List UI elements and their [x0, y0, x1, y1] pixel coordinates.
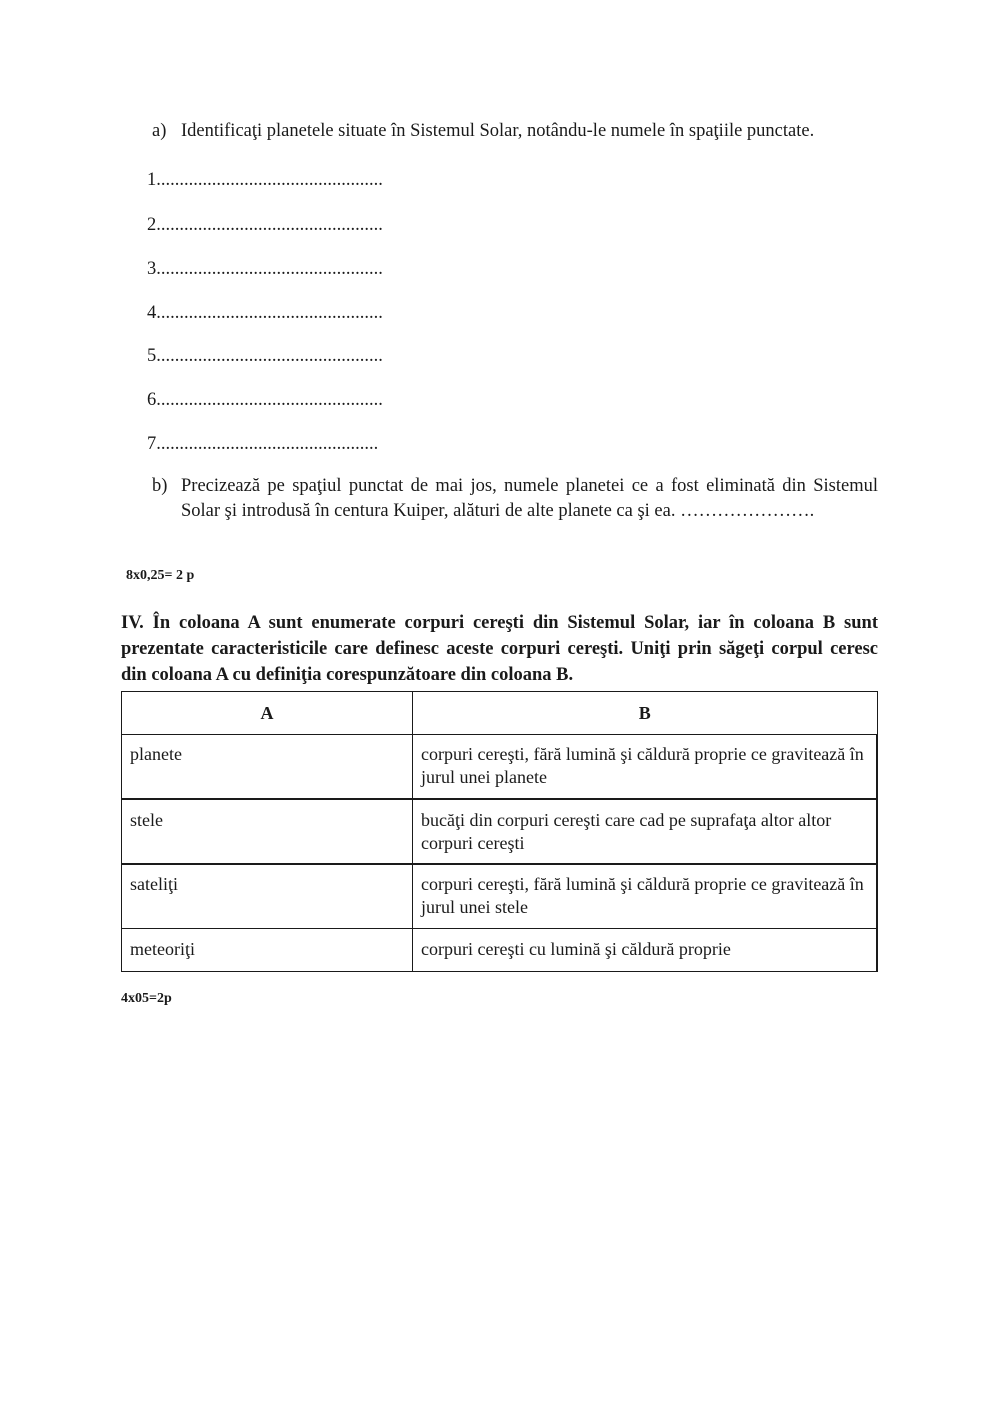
table-header-row: [122, 692, 878, 735]
column-a-cell[interactable]: stele: [122, 799, 413, 864]
question-b-marker: b): [152, 476, 168, 496]
column-b-cell[interactable]: bucăţi din corpuri cereşti care cad pe suprafaţa altor altor corpuri cereşti: [413, 799, 878, 864]
column-a-cell[interactable]: meteoriţi: [122, 929, 413, 972]
column-a-cell[interactable]: planete: [122, 735, 413, 799]
question-a-marker: a): [152, 121, 167, 141]
question-a: [152, 121, 814, 142]
answer-line-1[interactable]: 1.................................................: [147, 170, 383, 190]
table-row: [122, 799, 878, 864]
column-a-header: A: [122, 692, 413, 735]
score-label-2: 4x05=2p: [121, 991, 172, 1006]
question-b: [152, 474, 878, 524]
answer-line-3[interactable]: 3.................................................: [147, 259, 383, 279]
matching-table: [121, 691, 878, 972]
answer-line-2[interactable]: 2.................................................: [147, 215, 383, 235]
answer-line-5[interactable]: 5.................................................: [147, 346, 383, 366]
column-b-cell[interactable]: corpuri cereşti cu lumină şi căldură proprie: [413, 929, 878, 972]
column-b-cell[interactable]: corpuri cereşti, fără lumină şi căldură proprie ce gravitează în jurul unei stele: [413, 864, 878, 929]
question-b-text: Precizează pe spaţiul punctat de mai jos, numele planetei ce a fost eliminată din Sistemul Solar şi introdusă în centura Kuiper, alături de alte planete ca şi ea. ………………….: [181, 476, 878, 521]
answer-line-6[interactable]: 6.................................................: [147, 390, 383, 410]
column-a-cell[interactable]: sateliţi: [122, 864, 413, 929]
answer-line-4[interactable]: 4.................................................: [147, 303, 383, 323]
question-a-text: Identificaţi planetele situate în Sistemul Solar, notându-le numele în spaţiile punctate.: [181, 121, 815, 141]
column-b-header: B: [413, 692, 878, 735]
score-label-1: 8x0,25= 2 p: [126, 568, 195, 583]
section-iv-instructions: IV. În coloana A sunt enumerate corpuri cereşti din Sistemul Solar, iar în coloana B sunt prezentate caracteristicile care definesc aceste corpuri cereşti. Uniţi prin săgeţi corpul ceresc din coloana A cu definiţia corespunzătoare din coloana B.: [121, 613, 878, 685]
table-row: [122, 735, 878, 799]
column-b-cell[interactable]: corpuri cereşti, fără lumină şi căldură proprie ce gravitează în jurul unei planete: [413, 735, 878, 799]
table-row: [122, 864, 878, 929]
answer-line-7[interactable]: 7................................................: [147, 434, 379, 454]
table-row: [122, 929, 878, 972]
